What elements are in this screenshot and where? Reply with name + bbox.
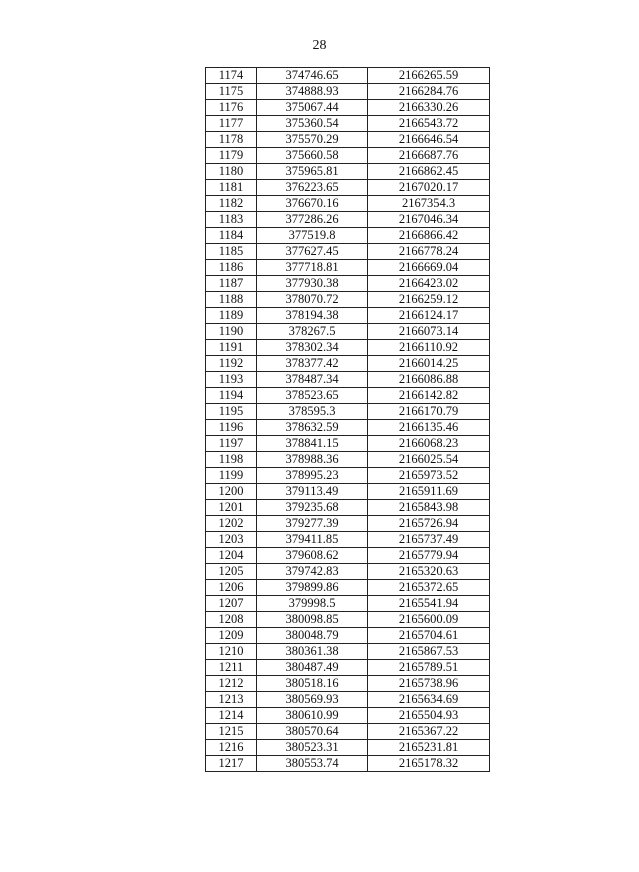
x-coordinate-cell: 377286.26 (257, 212, 368, 228)
point-number-cell: 1186 (206, 260, 257, 276)
table-row (206, 724, 490, 740)
table-row (206, 436, 490, 452)
table-row (206, 628, 490, 644)
x-coordinate-cell: 380523.31 (257, 740, 368, 756)
y-coordinate-cell: 2166124.17 (368, 308, 490, 324)
y-coordinate-cell: 2165634.69 (368, 692, 490, 708)
x-coordinate-cell: 380361.38 (257, 644, 368, 660)
table-row (206, 692, 490, 708)
x-coordinate-cell: 374888.93 (257, 84, 368, 100)
point-number-cell: 1209 (206, 628, 257, 644)
table-row (206, 340, 490, 356)
point-number-cell: 1180 (206, 164, 257, 180)
y-coordinate-cell: 2166086.88 (368, 372, 490, 388)
point-number-cell: 1174 (206, 68, 257, 84)
point-number-cell: 1184 (206, 228, 257, 244)
x-coordinate-cell: 380518.16 (257, 676, 368, 692)
x-coordinate-cell: 379235.68 (257, 500, 368, 516)
y-coordinate-cell: 2165704.61 (368, 628, 490, 644)
table-row (206, 180, 490, 196)
x-coordinate-cell: 378487.34 (257, 372, 368, 388)
table-row (206, 548, 490, 564)
point-number-cell: 1199 (206, 468, 257, 484)
x-coordinate-cell: 378988.36 (257, 452, 368, 468)
point-number-cell: 1182 (206, 196, 257, 212)
point-number-cell: 1191 (206, 340, 257, 356)
x-coordinate-cell: 378070.72 (257, 292, 368, 308)
y-coordinate-cell: 2166543.72 (368, 116, 490, 132)
y-coordinate-cell: 2166862.45 (368, 164, 490, 180)
point-number-cell: 1215 (206, 724, 257, 740)
page-number: 28 (312, 38, 327, 53)
y-coordinate-cell: 2165367.22 (368, 724, 490, 740)
table-row (206, 404, 490, 420)
point-number-cell: 1202 (206, 516, 257, 532)
point-number-cell: 1196 (206, 420, 257, 436)
table-row (206, 660, 490, 676)
table-row (206, 228, 490, 244)
x-coordinate-cell: 380570.64 (257, 724, 368, 740)
point-number-cell: 1188 (206, 292, 257, 308)
y-coordinate-cell: 2166135.46 (368, 420, 490, 436)
x-coordinate-cell: 378995.23 (257, 468, 368, 484)
y-coordinate-cell: 2166265.59 (368, 68, 490, 84)
y-coordinate-cell: 2165973.52 (368, 468, 490, 484)
x-coordinate-cell: 375660.58 (257, 148, 368, 164)
point-number-cell: 1204 (206, 548, 257, 564)
y-coordinate-cell: 2165372.65 (368, 580, 490, 596)
x-coordinate-cell: 377627.45 (257, 244, 368, 260)
table-row (206, 420, 490, 436)
x-coordinate-cell: 380487.49 (257, 660, 368, 676)
table-row (206, 532, 490, 548)
point-number-cell: 1210 (206, 644, 257, 660)
point-number-cell: 1187 (206, 276, 257, 292)
x-coordinate-cell: 378523.65 (257, 388, 368, 404)
table-row (206, 260, 490, 276)
y-coordinate-cell: 2166669.04 (368, 260, 490, 276)
table-row (206, 708, 490, 724)
y-coordinate-cell: 2167354.3 (368, 196, 490, 212)
table-row (206, 452, 490, 468)
table-row (206, 756, 490, 772)
x-coordinate-cell: 375965.81 (257, 164, 368, 180)
x-coordinate-cell: 378595.3 (257, 404, 368, 420)
y-coordinate-cell: 2165600.09 (368, 612, 490, 628)
y-coordinate-cell: 2166025.54 (368, 452, 490, 468)
point-number-cell: 1207 (206, 596, 257, 612)
x-coordinate-cell: 377519.8 (257, 228, 368, 244)
x-coordinate-cell: 378267.5 (257, 324, 368, 340)
table-row (206, 676, 490, 692)
x-coordinate-cell: 379411.85 (257, 532, 368, 548)
table-row (206, 580, 490, 596)
coordinates-table (205, 67, 490, 772)
table-row (206, 148, 490, 164)
point-number-cell: 1181 (206, 180, 257, 196)
table-row (206, 564, 490, 580)
y-coordinate-cell: 2166423.02 (368, 276, 490, 292)
point-number-cell: 1175 (206, 84, 257, 100)
x-coordinate-cell: 377930.38 (257, 276, 368, 292)
table-row (206, 388, 490, 404)
x-coordinate-cell: 378632.59 (257, 420, 368, 436)
point-number-cell: 1185 (206, 244, 257, 260)
x-coordinate-cell: 378841.15 (257, 436, 368, 452)
x-coordinate-cell: 375067.44 (257, 100, 368, 116)
y-coordinate-cell: 2166170.79 (368, 404, 490, 420)
point-number-cell: 1217 (206, 756, 257, 772)
y-coordinate-cell: 2166259.12 (368, 292, 490, 308)
y-coordinate-cell: 2166330.26 (368, 100, 490, 116)
point-number-cell: 1183 (206, 212, 257, 228)
table-row (206, 244, 490, 260)
x-coordinate-cell: 377718.81 (257, 260, 368, 276)
table-row (206, 276, 490, 292)
y-coordinate-cell: 2165911.69 (368, 484, 490, 500)
y-coordinate-cell: 2167046.34 (368, 212, 490, 228)
table-row (206, 100, 490, 116)
table-row (206, 324, 490, 340)
x-coordinate-cell: 379277.39 (257, 516, 368, 532)
x-coordinate-cell: 380048.79 (257, 628, 368, 644)
point-number-cell: 1200 (206, 484, 257, 500)
y-coordinate-cell: 2165504.93 (368, 708, 490, 724)
point-number-cell: 1211 (206, 660, 257, 676)
y-coordinate-cell: 2166014.25 (368, 356, 490, 372)
point-number-cell: 1216 (206, 740, 257, 756)
table-row (206, 308, 490, 324)
y-coordinate-cell: 2165738.96 (368, 676, 490, 692)
y-coordinate-cell: 2165320.63 (368, 564, 490, 580)
point-number-cell: 1177 (206, 116, 257, 132)
y-coordinate-cell: 2165726.94 (368, 516, 490, 532)
y-coordinate-cell: 2165737.49 (368, 532, 490, 548)
x-coordinate-cell: 378302.34 (257, 340, 368, 356)
table-row (206, 292, 490, 308)
y-coordinate-cell: 2166778.24 (368, 244, 490, 260)
point-number-cell: 1190 (206, 324, 257, 340)
point-number-cell: 1195 (206, 404, 257, 420)
y-coordinate-cell: 2166866.42 (368, 228, 490, 244)
x-coordinate-cell: 375360.54 (257, 116, 368, 132)
point-number-cell: 1214 (206, 708, 257, 724)
table-row (206, 116, 490, 132)
point-number-cell: 1205 (206, 564, 257, 580)
point-number-cell: 1176 (206, 100, 257, 116)
x-coordinate-cell: 374746.65 (257, 68, 368, 84)
y-coordinate-cell: 2167020.17 (368, 180, 490, 196)
table-row (206, 68, 490, 84)
x-coordinate-cell: 380553.74 (257, 756, 368, 772)
x-coordinate-cell: 376670.16 (257, 196, 368, 212)
point-number-cell: 1192 (206, 356, 257, 372)
y-coordinate-cell: 2166068.23 (368, 436, 490, 452)
table-row (206, 212, 490, 228)
coordinates-table-body (206, 68, 490, 772)
table-row (206, 196, 490, 212)
y-coordinate-cell: 2165779.94 (368, 548, 490, 564)
y-coordinate-cell: 2166687.76 (368, 148, 490, 164)
point-number-cell: 1178 (206, 132, 257, 148)
x-coordinate-cell: 378194.38 (257, 308, 368, 324)
point-number-cell: 1201 (206, 500, 257, 516)
y-coordinate-cell: 2166110.92 (368, 340, 490, 356)
point-number-cell: 1198 (206, 452, 257, 468)
point-number-cell: 1213 (206, 692, 257, 708)
point-number-cell: 1179 (206, 148, 257, 164)
point-number-cell: 1212 (206, 676, 257, 692)
x-coordinate-cell: 379899.86 (257, 580, 368, 596)
x-coordinate-cell: 379742.83 (257, 564, 368, 580)
point-number-cell: 1193 (206, 372, 257, 388)
table-row (206, 596, 490, 612)
table-row (206, 612, 490, 628)
x-coordinate-cell: 379113.49 (257, 484, 368, 500)
x-coordinate-cell: 380610.99 (257, 708, 368, 724)
y-coordinate-cell: 2166073.14 (368, 324, 490, 340)
table-row (206, 132, 490, 148)
x-coordinate-cell: 379608.62 (257, 548, 368, 564)
table-row (206, 740, 490, 756)
x-coordinate-cell: 376223.65 (257, 180, 368, 196)
table-row (206, 484, 490, 500)
x-coordinate-cell: 380098.85 (257, 612, 368, 628)
table-row (206, 644, 490, 660)
table-row (206, 468, 490, 484)
point-number-cell: 1194 (206, 388, 257, 404)
x-coordinate-cell: 380569.93 (257, 692, 368, 708)
point-number-cell: 1208 (206, 612, 257, 628)
point-number-cell: 1206 (206, 580, 257, 596)
y-coordinate-cell: 2165231.81 (368, 740, 490, 756)
y-coordinate-cell: 2166646.54 (368, 132, 490, 148)
x-coordinate-cell: 379998.5 (257, 596, 368, 612)
table-row (206, 356, 490, 372)
table-row (206, 500, 490, 516)
y-coordinate-cell: 2166284.76 (368, 84, 490, 100)
table-row (206, 84, 490, 100)
y-coordinate-cell: 2165178.32 (368, 756, 490, 772)
x-coordinate-cell: 375570.29 (257, 132, 368, 148)
y-coordinate-cell: 2166142.82 (368, 388, 490, 404)
y-coordinate-cell: 2165541.94 (368, 596, 490, 612)
y-coordinate-cell: 2165843.98 (368, 500, 490, 516)
point-number-cell: 1197 (206, 436, 257, 452)
point-number-cell: 1189 (206, 308, 257, 324)
x-coordinate-cell: 378377.42 (257, 356, 368, 372)
y-coordinate-cell: 2165867.53 (368, 644, 490, 660)
point-number-cell: 1203 (206, 532, 257, 548)
table-row (206, 164, 490, 180)
y-coordinate-cell: 2165789.51 (368, 660, 490, 676)
table-row (206, 516, 490, 532)
table-row (206, 372, 490, 388)
